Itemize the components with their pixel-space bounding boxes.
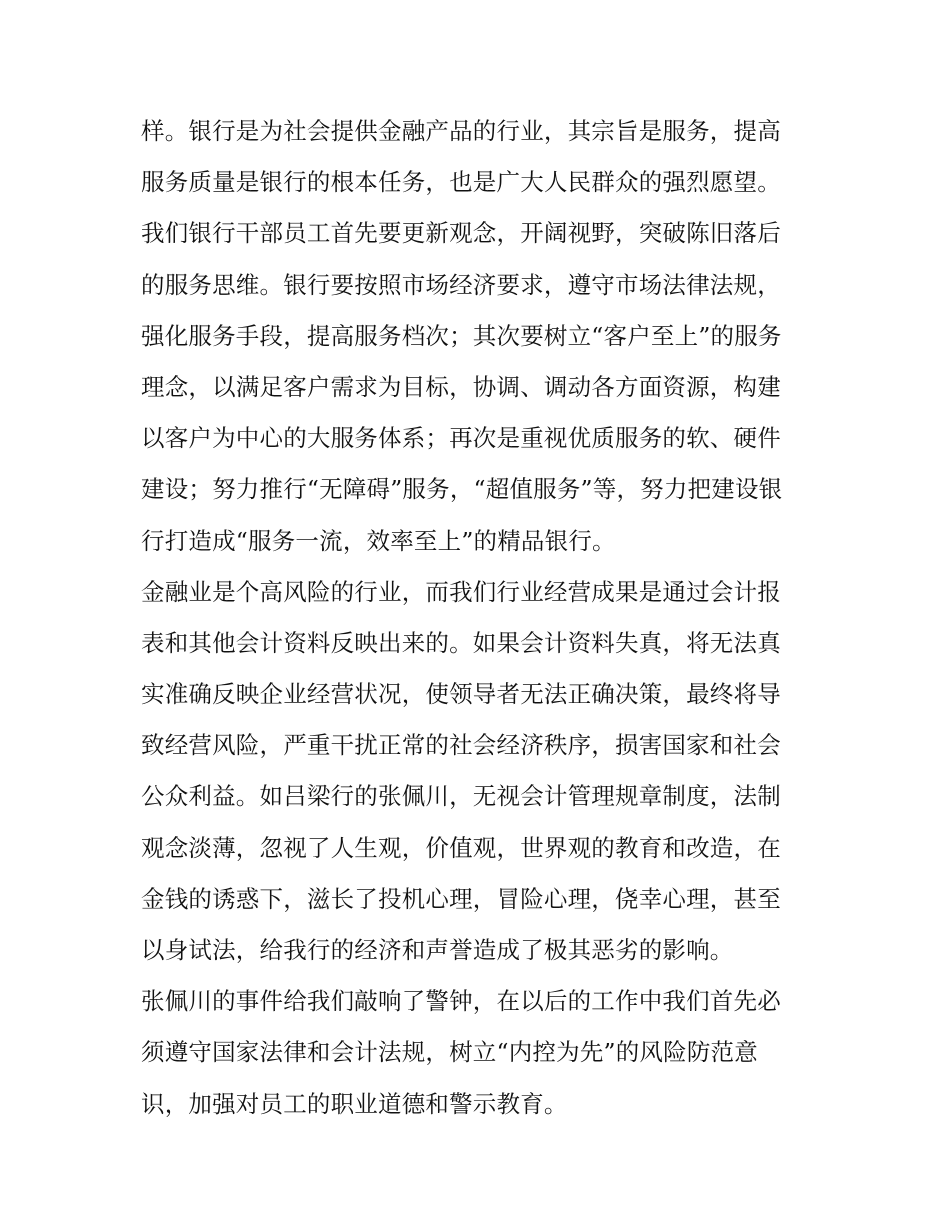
text-line: 识，加强对员工的职业道德和警示教育。	[141, 1089, 568, 1118]
text-line: 金融业是个高风险的行业，而我们行业经营成果是通过会计报	[141, 577, 781, 606]
text-line: 须遵守国家法律和会计法规，树立“内控为先”的风险防范意	[141, 1038, 758, 1067]
text-line: 的服务思维。银行要按照市场经济要求，遵守市场法律法规，	[141, 270, 781, 299]
paragraph-1	[141, 106, 821, 567]
text-line: 金钱的诱惑下，滋长了投机心理，冒险心理，侥幸心理，甚至	[141, 884, 781, 913]
text-line: 行打造成“服务一流，效率至上”的精品银行。	[141, 526, 616, 555]
text-line: 理念，以满足客户需求为目标，协调、调动各方面资源，构建	[141, 372, 781, 401]
text-line: 以客户为中心的大服务体系；再次是重视优质服务的软、硬件	[141, 424, 781, 453]
text-line: 以身试法，给我行的经济和声誉造成了极其恶劣的影响。	[141, 936, 734, 964]
text-line: 表和其他会计资料反映出来的。如果会计资料失真，将无法真	[141, 628, 781, 657]
text-line: 张佩川的事件给我们敲响了警钟，在以后的工作中我们首先必	[141, 987, 781, 1016]
text-line: 公众利益。如吕梁行的张佩川，无视会计管理规章制度，法制	[141, 782, 781, 811]
text-line: 强化服务手段，提高服务档次；其次要树立“客户至上”的服务	[141, 321, 782, 350]
paragraph-2	[141, 567, 821, 977]
text-line: 建设；努力推行“无障碍”服务，“超值服务”等，努力把建设银	[141, 475, 783, 504]
text-line: 实准确反映企业经营状况，使领导者无法正确决策，最终将导	[141, 680, 781, 709]
text-line: 服务质量是银行的根本任务，也是广大人民群众的强烈愿望。	[141, 168, 781, 197]
text-line: 样。银行是为社会提供金融产品的行业，其宗旨是服务，提高	[141, 117, 781, 145]
text-line: 致经营风险，严重干扰正常的社会经济秩序，损害国家和社会	[141, 731, 781, 760]
document-body	[141, 106, 821, 1130]
text-line: 观念淡薄，忽视了人生观，价值观，世界观的教育和改造，在	[141, 833, 781, 862]
text-line: 我们银行干部员工首先要更新观念，开阔视野，突破陈旧落后	[141, 219, 781, 248]
paragraph-3	[141, 976, 821, 1130]
